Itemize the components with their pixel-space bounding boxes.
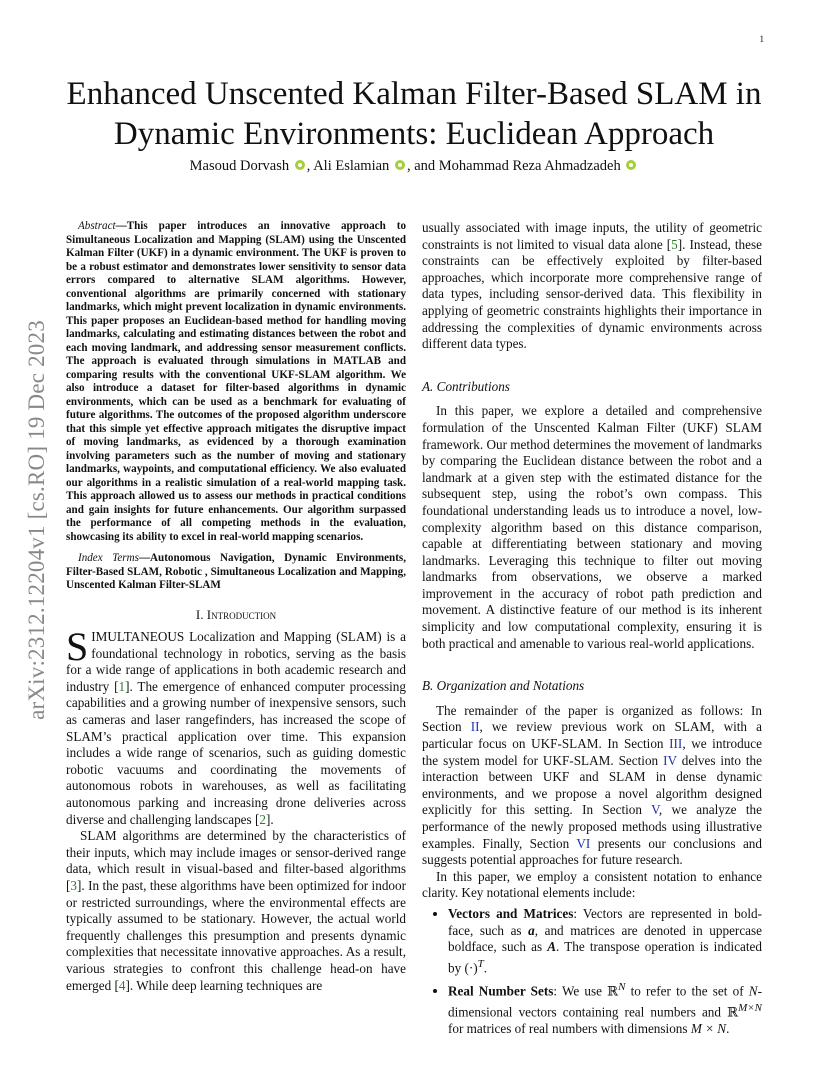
math-vector: a [528,922,535,938]
subsection-heading-contributions: A. Contributions [422,378,510,394]
list-item-text: to refer to the set of [625,983,749,999]
body-text: The remainder of the paper is organized as follows: In Section [422,702,762,735]
list-item-text: : We use ℝ [553,983,619,999]
section-link[interactable]: III [669,736,683,752]
math-matrix: A [547,939,557,955]
drop-cap: S [66,624,89,670]
body-text: , we introduce the system model for UKF-SLAM. Section [422,736,762,768]
author-3: Mohammad Reza Ahmadzadeh [438,158,621,174]
math-transpose: T [477,957,484,970]
body-text: , we review previous work on SLAM, with a particular focus on UKF-SLAM. In Section [422,719,762,752]
author-separator: , [306,158,314,174]
notation-list [422,906,762,1037]
list-item-text: , and matrices are denoted in uppercase boldface, such as [448,922,763,955]
intro-p1-text: ]. The emergence of enhanced computer processing capabilities and a growing number of inexpensive sensors, such as cameras and laser rangefinders, has increased the scope of SLAM’s practical application over time. This expansion includes a wide range of scenarios, such as guiding domestic robotic vacuums and coordinating the movements of autonomous robots in warehouses, as well as facilitating autonomous parking and increasing drone deliveries across diverse and challenging landscapes [ [66,678,406,827]
title-line-1: Enhanced Unscented Kalman Filter-Based SLAM in [66,76,762,112]
section-link[interactable]: V [651,802,659,818]
abstract-text: —This paper introduces an innovative approach to Simultaneous Localization and Mapping (SLAM) using the Unscented Kalman Filter (UKF) in a dynamic environment. The UKF is proven to be a robust estimator and demonstrates lower sensitivity to sensor data errors compared to alternative SLAM algorithms. However, conventional algorithms are primarily concerned with stationary landmarks, which might prevent localization in dynamic environments. This paper proposes an Euclidean-based method for handling moving landmarks, calculating and estimating distances between the robot and each moving landmark, and addressing sensor measurement conflicts. The approach is evaluated through simulations in MATLAB and comparing results with the conventional UKF-SLAM algorithm. We also introduce a dataset for filter-based algorithms in dynamic environments, which can be used as a benchmark for evaluating of future algorithms. The outcomes of the proposed algorithm underscore that this simple yet effective approach mitigates the disruptive impact of moving landmarks, as evidenced by a thorough examination involving parameters such as the number of moving and stationary landmarks, waypoints, and computational efficiency. We also evaluated our algorithms in a realistic simulation of a real-world mapping task. This approach allowed us to assess our methods in practical conditions and gain insights for future enhancements. Our algorithm surpassed the performance of all competing methods in the evaluation, showcasing its ability to excel in real-world mapping scenarios. [66,220,406,543]
abstract [66,220,406,544]
author-1: Masoud Dorvash [189,158,290,174]
contributions-paragraph: In this paper, we explore a detailed and comprehensive formulation of the Unscented Kalman Filter (UKF) SLAM framework. Our method determines the movement of landmarks by comparing the Euclidean distance between the robot and a landmark at a given step with the estimated distance for the subsequent step, using the robot’s own compass. This foundational understanding leads us to introduce a novel, low-complexity algorithm based on this distance comparison, capable at differentiating between stationary and moving landmarks. Leveraging this technique to filter out moving landmarks from observations, we observe a marked improvement in the accuracy of robot path prediction and movement. A distinctive feature of our method is its inherent simplicity and low computational complexity, ensuring it is both practical and amenable to various real-world applications. [422,403,762,651]
list-item-label: Real Number Sets [448,983,554,999]
citation-link[interactable]: 5 [671,236,678,252]
paper-title [60,74,768,154]
orcid-icon[interactable] [295,160,305,170]
intro-p2-text: SLAM algorithms are determined by the characteristics of their inputs, which may include images or sensor-derived range data, which result in visual-based and filter-based algorithms [ [66,828,406,893]
list-item-text: for matrices of real numbers with dimensions [448,1020,691,1036]
index-terms-text: —Autonomous Navigation, Dynamic Environments, Filter-Based SLAM, Robotic , Simultaneous Localization and Mapping, Unscented Kalman Filter-SLAM [66,552,406,591]
intro-p2-text: ]. While deep learning techniques are [125,977,323,993]
list-item [448,979,762,1038]
body-text: usually associated with image inputs, the utility of geometric constraints is not limited to visual data alone [ [422,220,762,252]
subsection-heading-organization: B. Organization and Notations [422,678,585,694]
notation-paragraph: In this paper, we employ a consistent notation to enhance clarity. Key notational elements include: [422,868,762,901]
author-list [60,158,768,175]
intro-p1-text: ]. [265,811,274,827]
intro-paragraph-1 [66,624,406,828]
intro-paragraph-2 [66,828,406,994]
list-item-label: Vectors and Matrices [448,905,574,921]
citation-link[interactable]: 1 [118,678,126,694]
orcid-icon[interactable] [626,160,636,170]
section-link[interactable]: VI [576,835,591,851]
math-superscript: M×N [738,1001,762,1014]
intro-p2-text: ]. In the past, these algorithms have been optimized for indoor or restricted surroundings, where the environmental effects are typically assumed to be stationary. However, the actual world frequently challenges this presumption and presents dynamic complexities that necessitate innovative approaches. As a result, various strategies to confront this challenge head-on have emerged [ [66,878,406,993]
abstract-label: Abstract [78,220,116,232]
citation-link[interactable]: 2 [259,811,266,827]
list-item-text: . The transpose operation is indicated by (·) [448,939,762,976]
index-terms-label: Index Terms [78,552,139,564]
intro-p1-text: IMULTANEOUS Localization and Mapping (SLAM) is a foundational technology in robotics, serving as the basis for a wide range of applications in both academic research and industry [ [66,629,406,694]
math-superscript: N [618,980,626,993]
body-text: , we analyze the performance of the newly proposed methods using illustrative examples. Finally, Section [422,802,762,851]
arxiv-sidebar [22,290,52,750]
author-separator: , and [406,158,439,174]
math-dimensions: M × N [690,1020,727,1036]
body-text: ]. Instead, these constraints can be effectively exploited by filter-based approaches, which incorporate more comprehensive range of data types, including sensor-derived data. This flexibility in applying of geometric constraints highlights their importance in addressing the complexities of dynamic environments across different data types. [422,236,762,352]
orcid-icon[interactable] [395,160,405,170]
index-terms [66,552,406,593]
list-item-text: . [483,960,488,976]
left-column [66,220,406,994]
section-link[interactable]: IV [663,752,677,768]
right-column [422,220,762,1039]
body-text: delves into the interaction between UKF and SLAM in dense dynamic environments, and we propose a novel algorithm designed explicitly for this setting. In Section [422,752,762,818]
arxiv-identifier: arXiv:2312.12204v1 [cs.RO] 19 Dec 2023 [24,320,49,720]
section-heading-introduction: I. Introduction [195,606,277,622]
organization-paragraph [422,703,762,869]
list-item-text: : Vectors are represented in bold-face, such as [448,905,762,938]
author-2: Ali Eslamian [313,158,390,174]
list-item [448,906,762,977]
page-number: 1 [759,34,764,44]
math-variable: N [748,983,758,999]
list-item-text: -dimensional vectors containing real numbers and ℝ [448,983,762,1020]
section-link[interactable]: II [470,719,480,735]
body-text: presents our conclusions and suggests potential approaches for future research. [422,835,762,868]
list-item-text: . [726,1020,730,1036]
continued-paragraph [422,220,762,353]
citation-link[interactable]: 4 [118,977,126,993]
title-line-2: Dynamic Environments: Euclidean Approach [113,116,715,152]
citation-link[interactable]: 3 [70,878,77,893]
